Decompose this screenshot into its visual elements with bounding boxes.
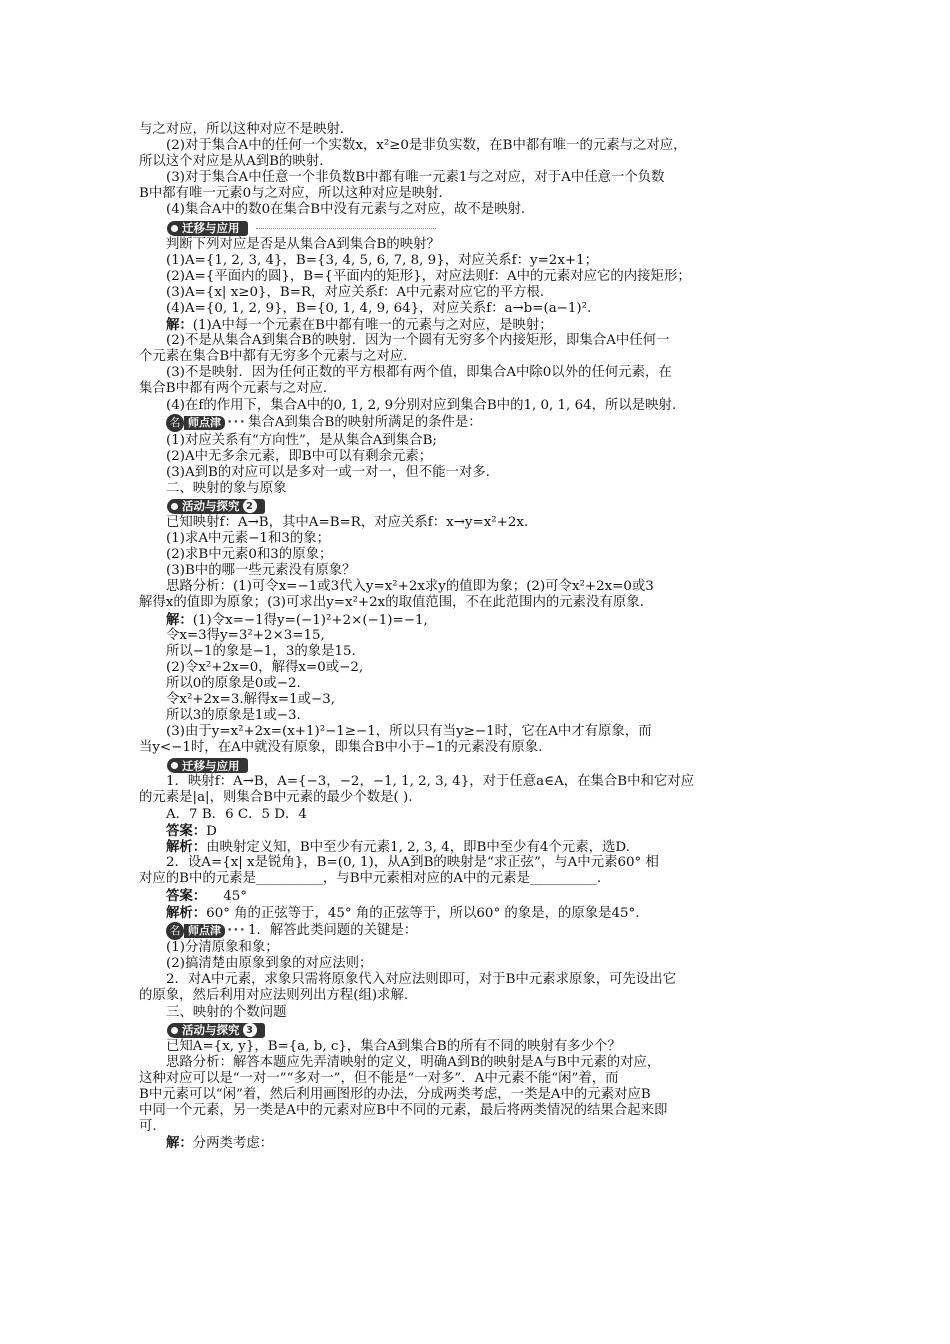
text-line: (2)求B中元素0和3的原象； xyxy=(166,547,333,563)
dotted-rule xyxy=(256,228,436,229)
teacher-tip-line-2: 名 师点津 ••• 1．解答此类问题的关键是： xyxy=(139,921,819,940)
text-line: 已知映射f：A→B，其中A=B=R，对应关系f：x→y=x²+2x. xyxy=(166,514,529,530)
text-line: 当y<−1时，在A中就没有原象，即集合B中小于−1的元素没有原象. xyxy=(139,740,543,756)
text-line: 判断下列对应是否是从集合A到集合B的映射？ xyxy=(166,236,440,252)
text-line: 令x²+2x=3.解得x=1或−3, xyxy=(166,692,336,707)
solution-label: 解： xyxy=(166,317,193,334)
text-line: (1)分清原象和象； xyxy=(166,940,279,956)
bullet-icon xyxy=(171,503,178,510)
text-line: 思路分析：(1)可令x=−1或3代入y=x²+2x求y的值即为象；(2)可令x²+2x=0或3 xyxy=(166,579,654,595)
text-line: 可. xyxy=(139,1119,157,1135)
bullet-icon xyxy=(171,762,178,769)
text-line: 已知A={x, y}，B={a, b, c}，集合A到集合B的所有不同的映射有多少个？ xyxy=(166,1038,621,1054)
text-line: 2．对A中元素，求象只需将原象代入对应法则即可，对于B中元素求原象，可先设出它 xyxy=(166,972,677,988)
text-line: 1．映射f：A→B，A={−3，−2，−1, 1, 2, 3, 4}，对于任意a∈A，在集合B中和它对应 xyxy=(166,774,695,790)
text-line: 个元素在集合B中都有无穷多个元素与之对应． xyxy=(139,349,417,365)
transfer-application-header-2 xyxy=(167,757,819,774)
solution-line: 解：(1)令x=−1得y=(−1)²+2×(−1)=−1, xyxy=(166,611,428,628)
solution-line: 解：(1)A中每一个元素在B中都有唯一的元素与之对应，是映射； xyxy=(166,317,553,334)
text-line: (1)求A中元素−1和3的象； xyxy=(166,531,331,547)
answer-label: 答案： xyxy=(166,888,207,905)
text-line: (4)集合A中的数0在集合B中没有元素与之对应，故不是映射． xyxy=(166,202,535,218)
explanation-line: 解析：由映射定义知，B中至少有元素1, 2, 3, 4，即B中至少有4个元素，选D. xyxy=(166,838,630,855)
text-line: 的原象，然后利用对应法则列出方程(组)求解. xyxy=(139,988,409,1004)
teacher-tip-tag: 名 师点津 ••• xyxy=(166,922,248,940)
text-line: (4)在f的作用下，集合A中的0, 1, 2, 9分别对应到集合B中的1, 0, 1, 64，所以是映射. xyxy=(166,397,677,413)
bullet-icon xyxy=(171,225,178,232)
section-heading: 三、映射的个数问题 xyxy=(166,1004,287,1020)
text-line: (1)A={1, 2, 3, 4}，B={3, 4, 5, 6, 7, 8, 9}，对应关系f：y=2x+1； xyxy=(166,252,599,268)
text-line: (3)对于集合A中任意一个非负数B中都有唯一元素1与之对应，对于A中任意一个负数 xyxy=(166,170,665,186)
transfer-application-header xyxy=(167,220,819,237)
explanation-line: 解析：60° 角的正弦等于，45° 角的正弦等于，所以60° 的象是，的原象是45°. xyxy=(166,905,640,922)
text-line: 2．设A={x| x是锐角}，B=(0, 1)，从A到B的映射是“求正弦”，与A中元素60° 相 xyxy=(166,854,659,870)
answer-line: 答案：D xyxy=(166,822,217,839)
section-heading: 二、映射的象与原象 xyxy=(166,480,287,496)
transfer-application-tag: 迁移与应用 xyxy=(167,221,248,236)
teacher-tip-tag: 名 师点津 ••• xyxy=(166,414,248,432)
ming-badge-icon: 名 xyxy=(166,414,184,432)
text-line: B中都有唯一元素0与之对应，所以这种对应是映射． xyxy=(139,186,452,202)
activity-header-3 xyxy=(167,1022,819,1039)
text-line: (3)B中的哪一些元素没有原象？ xyxy=(166,563,356,579)
solution-label: 解： xyxy=(166,611,193,628)
text-line: (2)令x²+2x=0，解得x=0或−2, xyxy=(166,659,364,675)
solution-label: 解： xyxy=(166,1135,193,1152)
teacher-tip-line: 名 师点津 ••• 集合A到集合B的映射所满足的条件是： xyxy=(139,414,819,433)
text-line: (2)A={平面内的圆}，B={平面内的矩形}，对应法则f：A中的元素对应它的内接矩形； xyxy=(166,268,691,284)
text-line: 所以−1的象是−1，3的象是15. xyxy=(166,643,356,659)
text-line: (1)对应关系有“方向性”，是从集合A到集合B; xyxy=(166,432,437,448)
answer-line: 答案： 45° xyxy=(166,888,247,905)
text-line: 所以3的原象是1或−3. xyxy=(166,708,301,724)
text-line: (4)A={0, 1, 2, 9}，B={0, 1, 4, 9, 64}，对应关系f：a→b=(a−1)². xyxy=(166,300,592,316)
text-line: 这种对应可以是“一对一”“多对一”，但不能是“一对多”．A中元素不能“闲”着，而 xyxy=(139,1070,619,1086)
text-line: 解得x的值即为原象；(3)可求出y=x²+2x的取值范围，不在此范围内的元素没有原象. xyxy=(139,595,644,611)
text-line: (2)搞清楚由原象到象的对应法则； xyxy=(166,956,373,972)
text-line: 所以这个对应是从A到B的映射． xyxy=(139,154,333,170)
explanation-label: 解析： xyxy=(166,838,207,855)
activity-header-2 xyxy=(167,498,819,515)
text-line: 中同一个元素，另一类是A中的元素对应B中不同的元素，最后将两类情况的结果合起来即 xyxy=(139,1102,668,1118)
text-line: (3)不是映射．因为任何正数的平方根都有两个值，即集合A中除0以外的任何元素，在 xyxy=(166,365,672,381)
answer-label: 答案： xyxy=(166,822,207,839)
activity-number: 2 xyxy=(243,499,257,513)
activity-number: 3 xyxy=(243,1023,257,1037)
activity-tag: 活动与探究 3 xyxy=(167,1023,265,1038)
text-line: (3)A={x| x≥0}，B=R，对应关系f：A中元素对应它的平方根． xyxy=(166,284,554,300)
ming-badge-icon: 名 xyxy=(166,922,184,940)
text-line: 所以0的原象是0或−2. xyxy=(166,675,301,691)
choices-line: A．7 B．6 C．5 D．4 xyxy=(166,806,307,822)
text-line: (3)A到B的对应可以是多对一或一对一，但不能一对多. xyxy=(166,464,490,480)
activity-tag: 活动与探究 2 xyxy=(167,499,265,514)
explanation-label: 解析： xyxy=(166,905,207,922)
text-line: 的元素是|a|，则集合B中元素的最少个数是( ). xyxy=(139,790,413,806)
text-line: (2)不是从集合A到集合B的映射．因为一个圆有无穷多个内接矩形，即集合A中任何一 xyxy=(166,333,670,349)
text-line: 与之对应，所以这种对应不是映射． xyxy=(139,122,354,137)
text-line: (2)A中无多余元素，即B中可以有剩余元素； xyxy=(166,448,433,464)
transfer-application-tag: 迁移与应用 xyxy=(167,758,248,773)
text-line: 集合B中都有两个元素与之对应． xyxy=(139,381,337,397)
text-line: (2)对于集合A中的任何一个实数x，x²≥0是非负实数，在B中都有唯一的元素与之对应， xyxy=(166,138,687,154)
document-page xyxy=(139,122,819,1151)
bullet-icon xyxy=(171,1027,178,1034)
text-line: 思路分析：解答本题应先弄清映射的定义，明确A到B的映射是A与B中元素的对应， xyxy=(166,1054,661,1070)
text-line: 对应的B中的元素是__________，与B中元素相对应的A中的元素是__________. xyxy=(139,870,602,886)
text-line: 令x=3得y=3²+2×3=15, xyxy=(166,627,325,643)
text-line: B中元素可以“闲”着，然后利用画图形的办法，分成两类考虑，一类是A中的元素对应B xyxy=(139,1086,651,1102)
text-line: (3)由于y=x²+2x=(x+1)²−1≥−1，所以只有当y≥−1时，它在A中才有原象，而 xyxy=(166,724,652,740)
solution-line: 解：分两类考虑： xyxy=(166,1135,274,1152)
